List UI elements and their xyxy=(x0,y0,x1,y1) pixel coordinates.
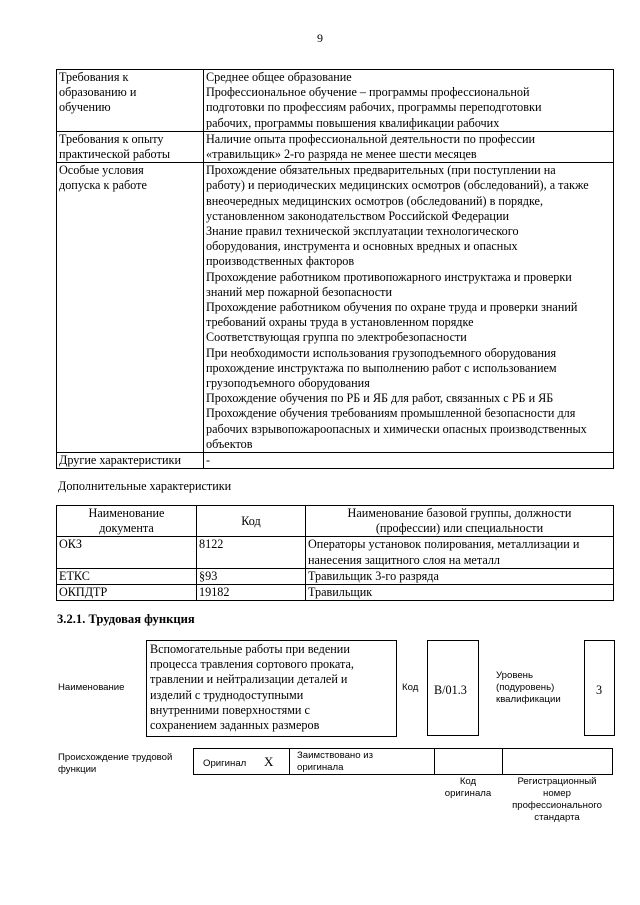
reg-line: профессионального xyxy=(512,800,602,811)
cell-line: Операторы установок полирования, металлизации и xyxy=(308,537,580,552)
level-line: Уровень xyxy=(496,670,533,681)
value-line: установленном законодательством Российской Федерации xyxy=(206,208,510,223)
cell-name: Травильщик xyxy=(306,585,614,601)
table-row xyxy=(57,568,614,584)
table-row xyxy=(57,163,614,453)
borrowed-line: Заимствовано из xyxy=(297,750,373,761)
header-code: Код xyxy=(197,506,306,537)
reg-line: стандарта xyxy=(534,812,580,823)
cell-line: нанесения защитного слоя на металл xyxy=(308,552,501,567)
level-value: 3 xyxy=(596,683,603,697)
value-line: «травильщик» 2-го разряда не менее шести месяцев xyxy=(206,147,477,162)
header-line: Наименование xyxy=(88,506,165,520)
req-value-other xyxy=(204,453,614,469)
value-line: подготовки по профессиям рабочих, программы переподготовки xyxy=(206,100,542,115)
level-box xyxy=(584,640,615,736)
code-label: Код xyxy=(402,682,419,693)
label-line: Требования к xyxy=(59,70,129,84)
name-line: сохранением заданных размеров xyxy=(150,718,320,733)
header-line: Наименование базовой группы, должности xyxy=(347,506,572,520)
page-number: 9 xyxy=(317,31,323,45)
header-line: (профессии) или специальности xyxy=(375,521,544,536)
code-value: B/01.3 xyxy=(434,683,467,697)
label-line: практической работы xyxy=(59,147,171,162)
value-line: Прохождение обучения по РБ и ЯБ для работ, связанных с РБ и ЯБ xyxy=(206,391,554,406)
labor-function-title: 3.2.1. Трудовая функция xyxy=(57,612,195,626)
reg-line: номер xyxy=(543,788,571,799)
value-line: внеочередных медицинских осмотров (обследований) в порядке, xyxy=(206,193,544,208)
reg-line: Регистрационный xyxy=(517,776,597,787)
value-line: Прохождение работником обучения по охране труда и проверки знаний xyxy=(206,300,578,315)
cell-doc: ОКЗ xyxy=(57,537,197,568)
req-label-experience xyxy=(57,131,204,162)
extra-characteristics-table xyxy=(56,505,614,601)
value-line: прохождение инструктажа по выполнению работ с использованием xyxy=(206,360,557,375)
original-label: Оригинал xyxy=(203,758,247,769)
borrowed-line: оригинала xyxy=(297,762,344,773)
header-name xyxy=(306,506,614,537)
origin-line: Происхождение трудовой xyxy=(58,752,173,763)
value-line: Знание правил технической эксплуатации технологического xyxy=(206,224,519,239)
divider xyxy=(289,749,290,774)
value-line: Соответствующая группа по электробезопасности xyxy=(206,330,467,345)
req-value-education xyxy=(204,70,614,132)
req-value-special-conditions xyxy=(204,163,614,453)
cell-code: 8122 xyxy=(197,537,306,568)
value-line: объектов xyxy=(206,436,253,451)
cell-doc: ОКПДТР xyxy=(57,585,197,601)
origin-label xyxy=(58,752,172,776)
value-line: грузоподъемного оборудования xyxy=(206,376,370,391)
value-line: Прохождение обязательных предварительных (при поступлении на xyxy=(206,163,556,178)
name-line: внутренними поверхностями с xyxy=(150,702,310,717)
req-value-experience xyxy=(204,131,614,162)
value-line: знаний мер пожарной безопасности xyxy=(206,284,392,299)
value-line: Прохождение обучения требованиям промышленной безопасности для xyxy=(206,406,576,421)
req-label-other xyxy=(57,453,204,469)
name-label: Наименование xyxy=(58,682,125,693)
level-label xyxy=(496,670,561,706)
table-row xyxy=(57,537,614,568)
req-label-education xyxy=(57,70,204,132)
value-line: рабочих, программы повышения квалификации рабочих xyxy=(206,115,500,130)
header-line: документа xyxy=(99,521,154,536)
origin-line: функции xyxy=(58,764,97,775)
table-row xyxy=(57,585,614,601)
label-line: Требования к опыту xyxy=(59,131,164,146)
table-header-row xyxy=(57,506,614,537)
code-original-label xyxy=(433,776,503,800)
original-mark: X xyxy=(264,754,274,769)
value-line: оборудования, инструмента и основных вредных и опасных xyxy=(206,239,518,254)
table-row xyxy=(57,453,614,469)
value-line: Профессиональное обучение – программы профессиональной xyxy=(206,85,530,100)
divider xyxy=(434,749,435,774)
label-line: Другие характеристики xyxy=(59,453,181,468)
req-label-special-conditions xyxy=(57,163,204,453)
cell-doc: ЕТКС xyxy=(57,568,197,584)
label-line: Особые условия xyxy=(59,163,144,178)
value-line: - xyxy=(206,453,211,468)
borrowed-label xyxy=(297,750,373,774)
registration-number-label xyxy=(502,776,612,824)
requirements-table xyxy=(56,69,614,469)
function-name-box xyxy=(146,640,397,737)
value-line: требований охраны труда в установленном порядке xyxy=(206,315,474,330)
label-line: образованию и xyxy=(59,85,137,100)
header-doc xyxy=(57,506,197,537)
name-line: процесса травления сортового проката, xyxy=(150,657,354,672)
cell-name: Травильщик 3-го разряда xyxy=(306,568,614,584)
code-box xyxy=(427,640,479,736)
value-line: производственных факторов xyxy=(206,254,355,269)
name-line: Вспомогательные работы при ведении xyxy=(150,642,350,656)
table-row xyxy=(57,131,614,162)
extra-characteristics-title: Дополнительные характеристики xyxy=(58,479,232,493)
value-line: Среднее общее образование xyxy=(206,70,352,84)
value-line: При необходимости использования грузоподъемного оборудования xyxy=(206,345,557,360)
label-line: обучению xyxy=(59,100,111,115)
value-line: Наличие опыта профессиональной деятельности по профессии xyxy=(206,131,536,146)
cell-code: 19182 xyxy=(197,585,306,601)
label-line: допуска к работе xyxy=(59,178,147,193)
level-line: квалификации xyxy=(496,694,561,705)
name-line: травлении и нейтрализации деталей и xyxy=(150,672,348,687)
code-orig-line: оригинала xyxy=(444,788,492,799)
value-line: работу) и периодических медицинских осмотров (обследований), а также xyxy=(206,178,589,193)
level-line: (подуровень) xyxy=(496,682,555,693)
name-line: изделий с труднодоступными xyxy=(150,687,304,702)
value-line: Прохождение работником противопожарного инструктажа и проверки xyxy=(206,269,572,284)
cell-code: §93 xyxy=(197,568,306,584)
origin-table xyxy=(193,748,613,775)
table-row xyxy=(57,70,614,132)
code-orig-line: Код xyxy=(459,776,477,787)
cell-name xyxy=(306,537,614,568)
value-line: рабочих взрывопожароопасных и химически опасных производственных xyxy=(206,421,587,436)
divider xyxy=(502,749,503,774)
